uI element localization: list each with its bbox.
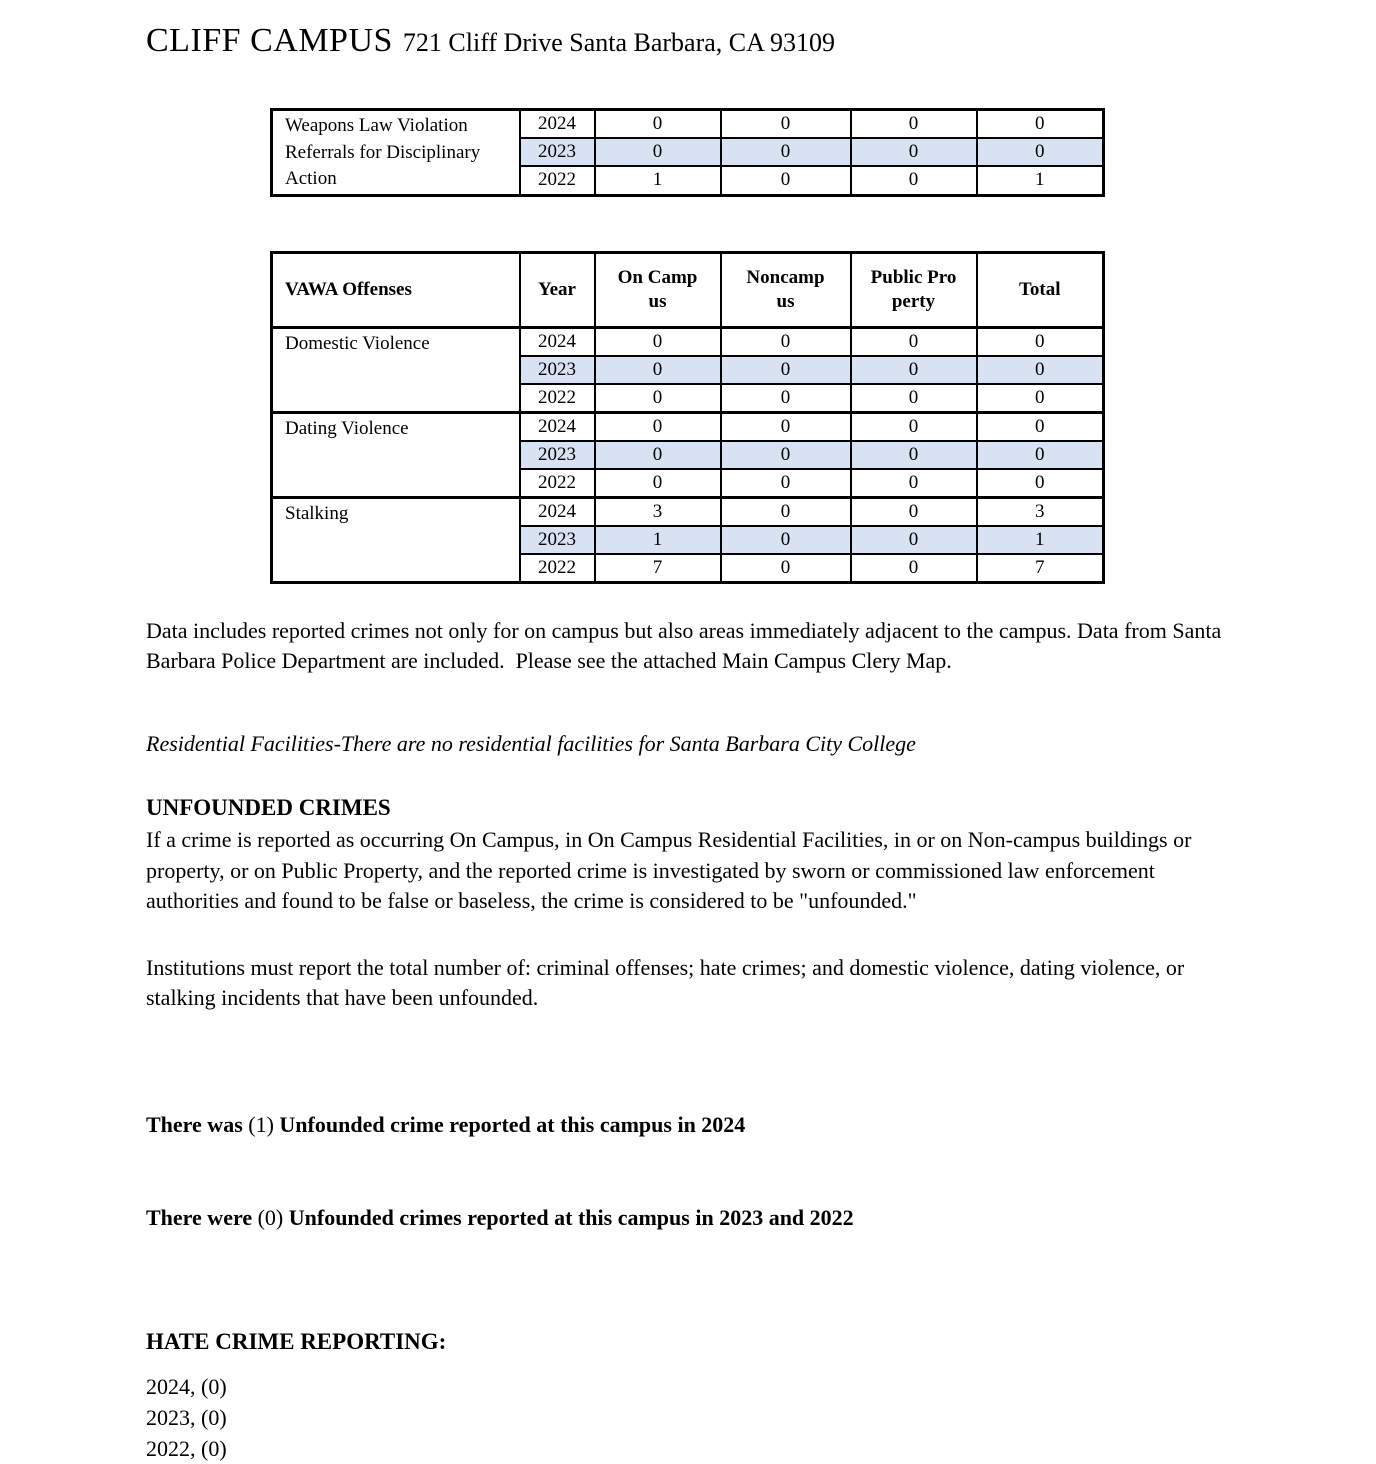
value-cell: 0 [721,441,851,469]
noncampus-header-label: Noncampus [746,266,825,312]
campus-address: 721 Cliff Drive Santa Barbara, CA 93109 [402,28,835,57]
value-cell: 0 [851,356,977,384]
vawa-offenses-header: VAWA Offenses [272,252,520,327]
offense-label-cell: Weapons Law Violation Referrals for Disciplinary Action [272,110,520,196]
value-cell: 0 [595,412,721,441]
value-cell: 1 [977,166,1104,195]
value-cell: 0 [977,412,1104,441]
year-cell: 2024 [520,497,595,526]
stmt2-count: (0) [257,1204,284,1230]
value-cell: 0 [721,356,851,384]
value-cell: 0 [851,138,977,166]
table-row [272,412,1104,441]
year-cell: 2022 [520,166,595,195]
value-cell: 0 [977,327,1104,356]
residential-facilities-note: Residential Facilities-There are no residential facilities for Santa Barbara City College [146,730,916,756]
total-header: Total [977,252,1104,327]
hate-crime-years-list [146,1371,1242,1464]
value-cell: 0 [721,384,851,413]
weapons-table-body [272,110,1104,196]
year-cell: 2024 [520,327,595,356]
vawa-table-header [272,252,1104,327]
value-cell: 0 [595,469,721,498]
year-cell: 2023 [520,526,595,554]
year-cell: 2022 [520,469,595,498]
year-cell: 2024 [520,110,595,139]
value-cell: 0 [851,110,977,139]
campus-name: CLIFF CAMPUS [146,22,393,59]
value-cell: 3 [977,497,1104,526]
stmt1-prefix: There was [146,1111,249,1137]
value-cell: 0 [721,110,851,139]
hate-crime-heading: HATE CRIME REPORTING: [146,1328,447,1354]
value-cell: 0 [851,497,977,526]
value-cell: 0 [851,441,977,469]
value-cell: 0 [721,412,851,441]
value-cell: 0 [595,356,721,384]
offense-label-cell: Dating Violence [272,412,520,497]
value-cell: 0 [721,526,851,554]
offense-label-cell: Domestic Violence [272,327,520,412]
value-cell: 0 [721,497,851,526]
institutions-paragraph: Institutions must report the total number of: criminal offenses; hate crimes; and domestic violence, dating violence, or stalking incidents that have been unfounded. [146,954,1190,1010]
hate-crime-year-2022: 2022, (0) [146,1435,227,1461]
year-cell: 2022 [520,554,595,583]
data-note-paragraph: Data includes reported crimes not only for on campus but also areas immediately adjacent to the campus. Data from Santa Barbara Police Department are included. Please see the attached Main Campus Clery Map. [146,617,1227,673]
public-property-header [851,252,977,327]
year-header: Year [520,252,595,327]
unfounded-counts-block [146,1047,1242,1295]
value-cell: 0 [595,110,721,139]
year-cell: 2022 [520,384,595,413]
value-cell: 3 [595,497,721,526]
year-cell: 2023 [520,138,595,166]
value-cell: 0 [721,469,851,498]
value-cell: 1 [595,166,721,195]
hate-crime-year-2023: 2023, (0) [146,1404,227,1430]
value-cell: 0 [595,384,721,413]
value-cell: 0 [851,554,977,583]
stmt1-count: (1) [248,1111,274,1137]
public-property-header-label: Public Property [870,266,957,312]
noncampus-header [721,252,851,327]
offense-label-cell: Stalking [272,497,520,582]
value-cell: 0 [721,138,851,166]
value-cell: 0 [721,554,851,583]
value-cell: 0 [977,356,1104,384]
value-cell: 0 [851,384,977,413]
value-cell: 0 [721,166,851,195]
value-cell: 7 [595,554,721,583]
vawa-offenses-table [270,251,1105,584]
hate-crime-year-2024: 2024, (0) [146,1373,227,1399]
value-cell: 0 [851,327,977,356]
unfounded-crimes-heading: UNFOUNDED CRIMES [146,795,391,820]
value-cell: 0 [851,469,977,498]
table-row [272,497,1104,526]
value-cell: 0 [977,469,1104,498]
stmt2-prefix: There were [146,1204,258,1230]
value-cell: 1 [595,526,721,554]
value-cell: 0 [721,327,851,356]
weapons-referrals-table [270,108,1105,197]
table-row [272,327,1104,356]
unfounded-definition-paragraph: If a crime is reported as occurring On Campus, in On Campus Residential Facilities, in or on Non-campus buildings or property, or on Public Property, and the reported crime is investigated by sworn or commissioned law enforcement authorities and found to be false or baseless, the crime is considered to be "unfounded." [146,827,1197,913]
value-cell: 0 [851,526,977,554]
value-cell: 7 [977,554,1104,583]
year-cell: 2023 [520,356,595,384]
value-cell: 0 [595,441,721,469]
vawa-table-body [272,327,1104,582]
table-row [272,110,1104,139]
value-cell: 1 [977,526,1104,554]
value-cell: 0 [977,110,1104,139]
year-cell: 2024 [520,412,595,441]
unfounded-count-2024 [146,1109,1242,1140]
year-cell: 2023 [520,441,595,469]
value-cell: 0 [977,138,1104,166]
value-cell: 0 [851,412,977,441]
value-cell: 0 [595,138,721,166]
unfounded-count-prior-years [146,1202,1242,1233]
value-cell: 0 [977,384,1104,413]
value-cell: 0 [595,327,721,356]
tables-section [270,108,1242,584]
value-cell: 0 [851,166,977,195]
stmt2-suffix: Unfounded crimes reported at this campus in 2023 and 2022 [283,1204,854,1230]
on-campus-header-label: On Campus [617,266,698,312]
page-title [146,22,1242,66]
on-campus-header [595,252,721,327]
value-cell: 0 [977,441,1104,469]
stmt1-suffix: Unfounded crime reported at this campus in 2024 [273,1111,746,1137]
